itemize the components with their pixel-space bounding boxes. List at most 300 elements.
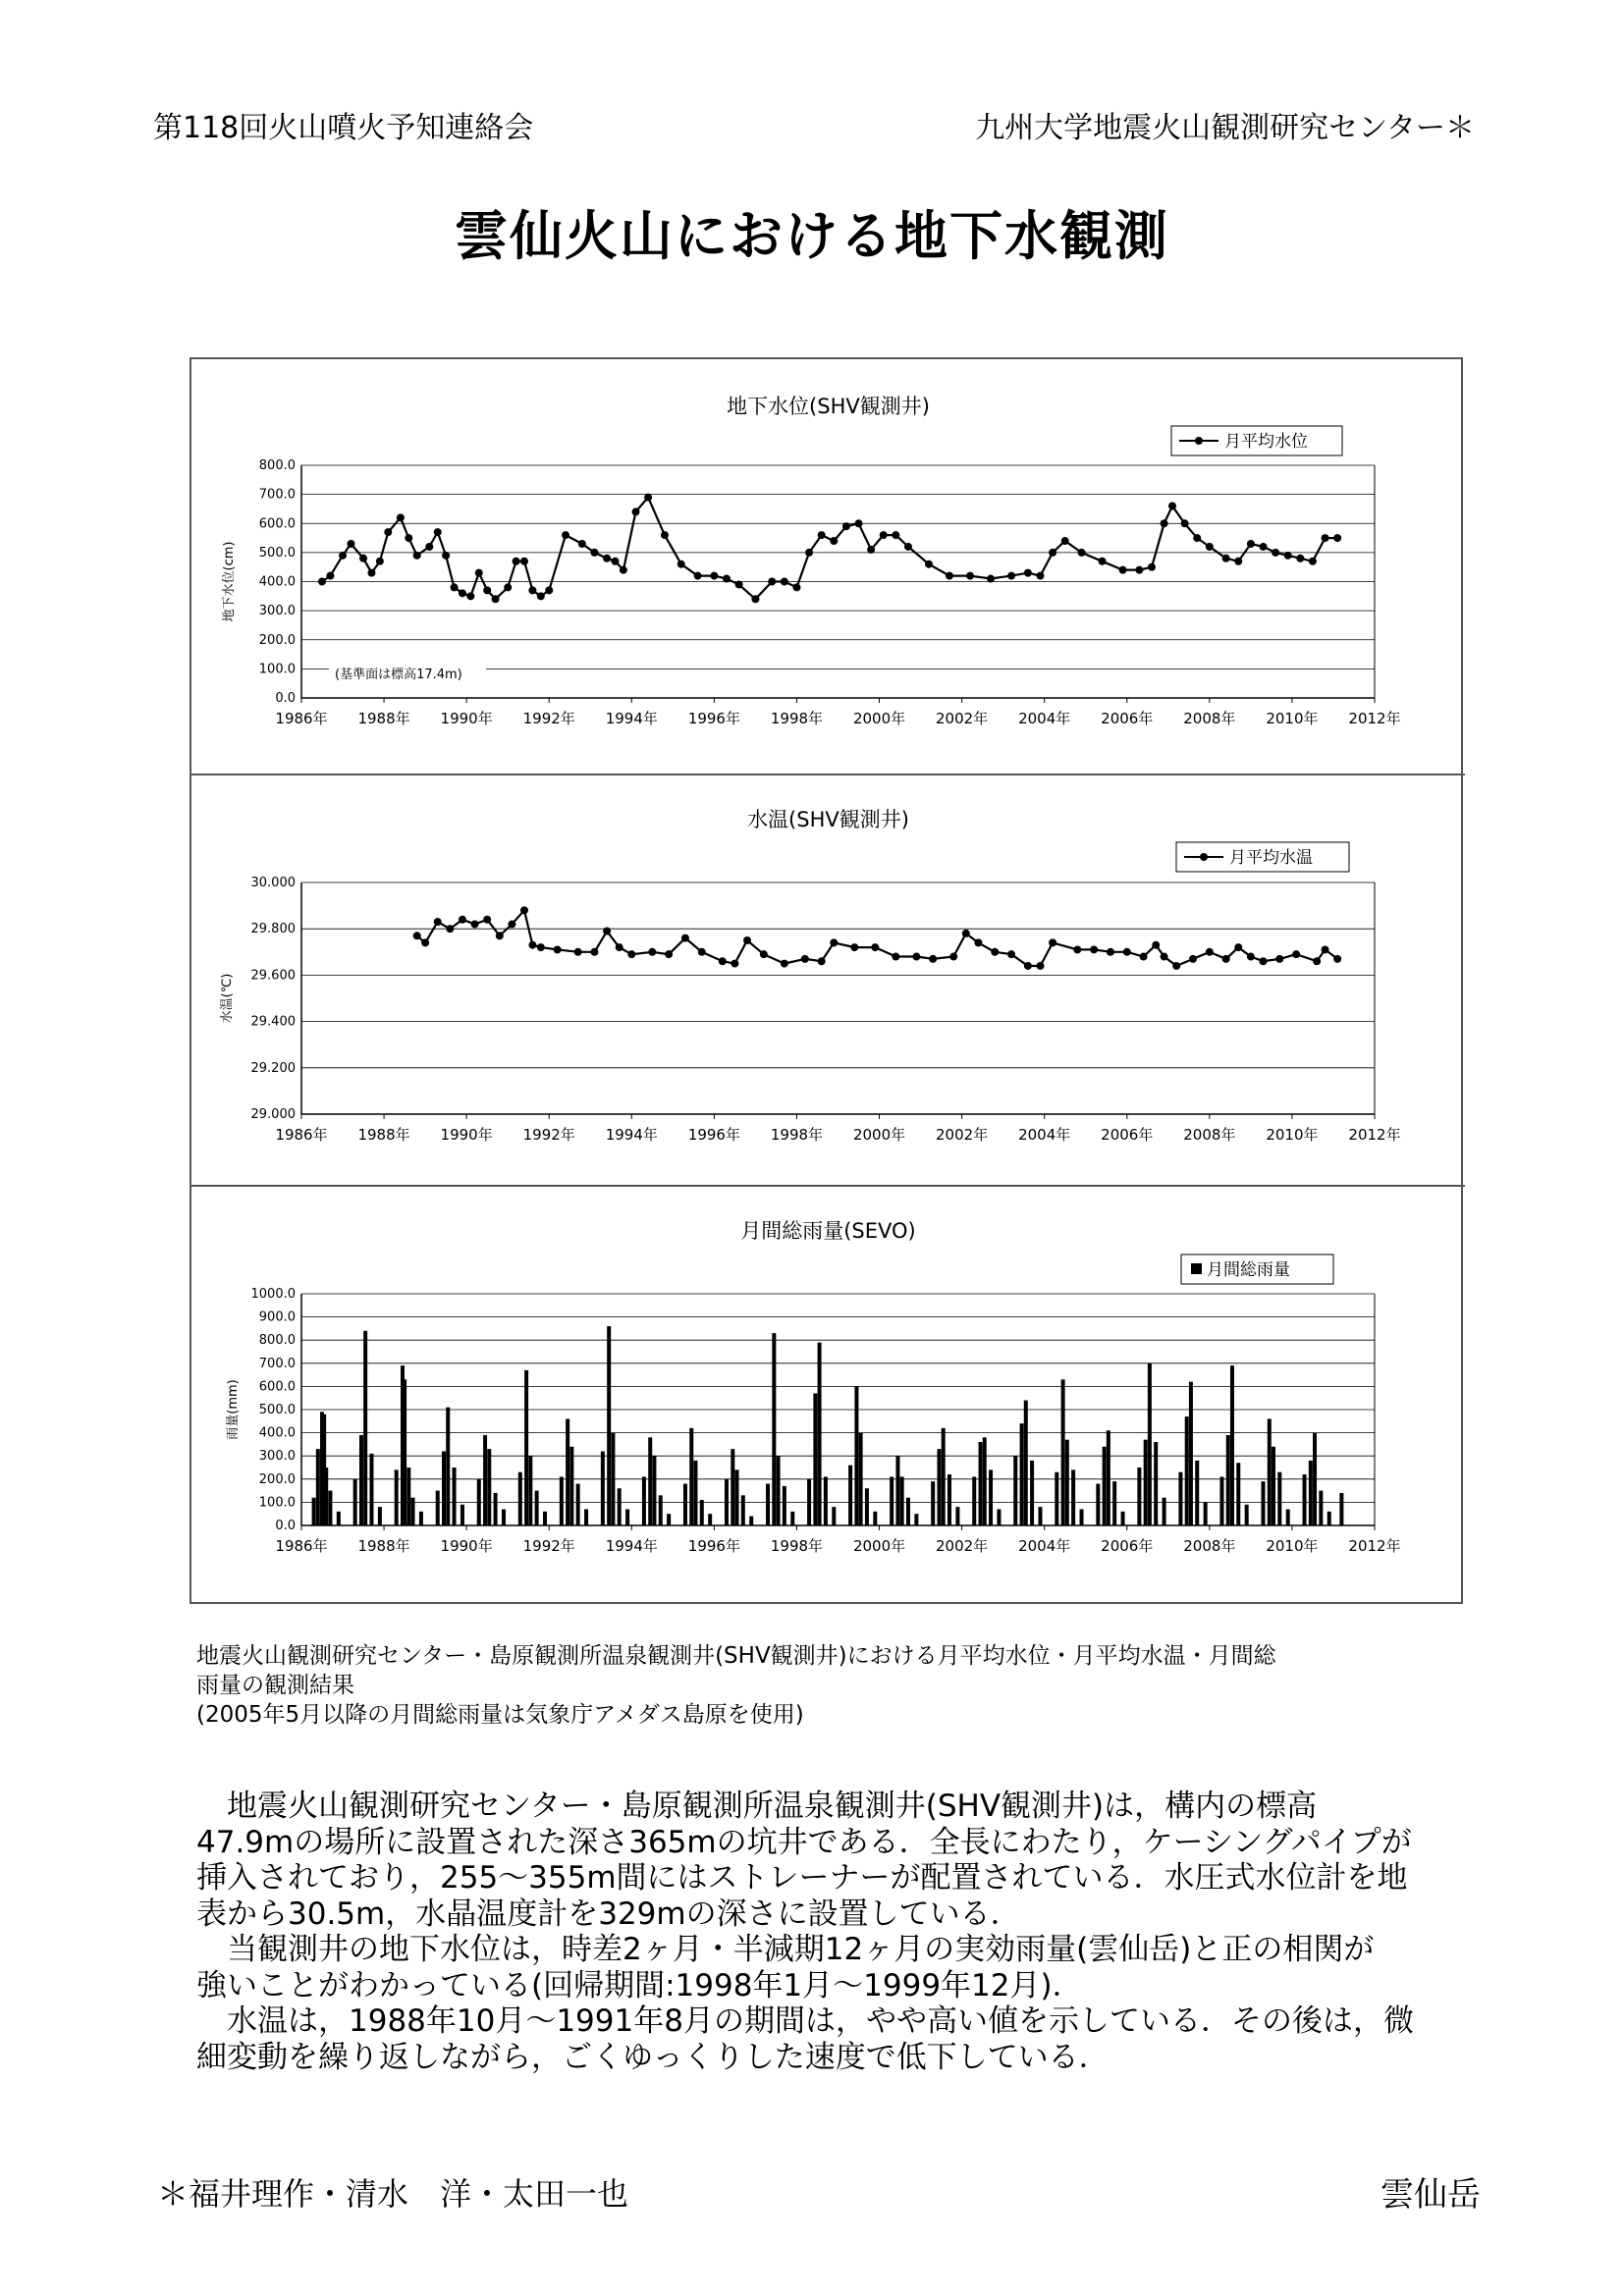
rain-bar: [906, 1498, 910, 1525]
data-point: [471, 920, 479, 928]
data-point: [735, 580, 743, 588]
data-point: [1322, 534, 1329, 542]
data-point: [1333, 955, 1341, 963]
rain-bar: [693, 1461, 697, 1525]
rain-bar: [648, 1437, 652, 1525]
x-tick-label: 2000年: [852, 1537, 906, 1555]
rain-bar: [1195, 1461, 1199, 1525]
data-point: [880, 531, 888, 539]
data-point: [1036, 572, 1044, 580]
x-tick-label: 1996年: [687, 1537, 740, 1555]
rain-bar: [1286, 1509, 1290, 1525]
data-point: [1247, 953, 1255, 961]
x-tick-label: 2008年: [1183, 1126, 1236, 1144]
rain-bar: [535, 1491, 539, 1525]
rain-bar: [1107, 1430, 1110, 1525]
data-point: [483, 586, 491, 594]
data-point: [1206, 948, 1214, 956]
rain-bar: [1277, 1472, 1281, 1525]
data-point: [376, 558, 384, 565]
data-point: [1284, 552, 1292, 560]
rain-bar: [731, 1449, 734, 1525]
data-point: [1272, 549, 1279, 557]
data-point: [1193, 534, 1201, 542]
data-point: [1148, 563, 1156, 571]
rain-bar: [625, 1509, 629, 1525]
data-point: [946, 572, 953, 580]
body-line: 強いことがわかっている(回帰期間:1998年1月～1999年12月)．: [196, 1967, 1083, 2003]
rain-bar: [900, 1476, 904, 1525]
data-point: [425, 543, 433, 551]
y-tick-label: 600.0: [258, 1379, 296, 1395]
data-point: [1061, 537, 1069, 545]
rain-bar: [790, 1512, 794, 1525]
x-tick-label: 1988年: [357, 710, 410, 727]
rain-bar: [1030, 1461, 1034, 1525]
data-point: [504, 583, 512, 591]
data-point: [842, 522, 850, 530]
rain-bar: [1230, 1365, 1234, 1525]
rain-bar: [618, 1488, 622, 1525]
rain-bar: [1080, 1509, 1084, 1525]
rain-bar: [337, 1512, 341, 1525]
y-tick-label: 30.000: [250, 876, 296, 890]
data-point: [1222, 555, 1230, 562]
rain-bar: [1204, 1502, 1208, 1525]
chart-annotation: (基準面は標高17.4m): [335, 667, 462, 682]
x-tick-label: 1992年: [522, 1126, 575, 1144]
data-point: [781, 960, 788, 968]
rain-bar: [725, 1479, 729, 1525]
data-point: [1161, 519, 1168, 527]
x-tick-label: 2000年: [852, 1126, 906, 1144]
y-tick-label: 500.0: [258, 1403, 296, 1417]
rain-bar: [777, 1456, 781, 1525]
y-axis-label: 水温(℃): [220, 973, 235, 1024]
rain-bar: [543, 1512, 547, 1525]
chart-title: 地下水位(SHV観測井): [727, 395, 930, 418]
rain-bar: [997, 1509, 1001, 1525]
y-tick-label: 900.0: [258, 1309, 296, 1325]
rain-bar: [989, 1469, 993, 1525]
data-point: [850, 943, 858, 951]
data-point: [644, 494, 652, 502]
rain-bar: [652, 1456, 656, 1525]
data-point: [537, 592, 545, 600]
rain-bar: [1154, 1442, 1158, 1525]
data-point: [459, 916, 466, 924]
rain-bar: [832, 1507, 836, 1525]
data-point: [792, 583, 800, 591]
data-point: [318, 578, 326, 586]
data-point: [867, 546, 875, 554]
rain-bar: [1096, 1484, 1100, 1525]
data-point: [562, 531, 569, 539]
x-tick-label: 1998年: [770, 710, 824, 727]
x-tick-label: 2002年: [936, 1537, 989, 1555]
caption-line: 雨量の観測結果: [196, 1673, 354, 1698]
data-point: [603, 928, 611, 935]
data-point: [466, 592, 474, 600]
data-point: [359, 555, 367, 562]
data-point: [1036, 962, 1044, 970]
rain-bar: [359, 1435, 363, 1525]
rain-bar: [914, 1514, 918, 1525]
x-tick-label: 2006年: [1101, 710, 1154, 727]
legend-swatch: [1191, 1263, 1202, 1274]
rain-bar: [735, 1469, 739, 1525]
y-axis-label: 地下水位(cm): [222, 541, 237, 622]
x-tick-label: 2008年: [1183, 1537, 1236, 1555]
data-point: [892, 531, 899, 539]
body-line: 細変動を繰り返しながら，ごくゆっくりした速度で低下している．: [196, 2039, 1110, 2075]
x-tick-label: 1990年: [440, 1537, 493, 1555]
rain-bar: [813, 1393, 817, 1525]
data-point: [405, 534, 412, 542]
rain-bar: [955, 1507, 959, 1525]
data-point: [1322, 945, 1329, 953]
rain-bar: [566, 1418, 569, 1525]
x-tick-label: 1986年: [275, 710, 328, 727]
data-point: [496, 932, 504, 939]
data-point: [661, 531, 669, 539]
data-point: [904, 543, 912, 551]
y-tick-label: 29.200: [250, 1060, 296, 1076]
body-line: 表から30.5m，水晶温度計を329mの深さに設置している．: [196, 1896, 1021, 1932]
data-point: [620, 566, 627, 574]
rain-bar: [937, 1449, 941, 1525]
data-point: [719, 957, 727, 965]
legend-marker: [1200, 853, 1208, 861]
data-point: [1292, 950, 1300, 958]
data-point: [892, 953, 899, 961]
data-point: [611, 558, 619, 565]
rain-bar: [403, 1379, 406, 1525]
data-point: [413, 552, 421, 560]
body-line: 47.9mの場所に設置された深さ365mの坑井である．全長にわたり，ケーシングパイプが: [196, 1824, 1412, 1860]
data-point: [830, 537, 838, 545]
data-point: [1049, 549, 1056, 557]
rain-bar: [783, 1486, 786, 1525]
legend-marker: [1195, 437, 1203, 445]
rain-bar: [1065, 1440, 1069, 1525]
body-line: 地震火山観測研究センター・島原観測所温泉観測井(SHV観測井)は，構内の標高: [196, 1789, 1318, 1824]
x-tick-label: 1986年: [275, 1126, 328, 1144]
data-point: [513, 558, 520, 565]
data-point: [520, 558, 528, 565]
rain-bar: [483, 1435, 487, 1525]
data-point: [855, 519, 863, 527]
data-point: [603, 555, 611, 562]
data-point: [1049, 938, 1056, 946]
body-text: [196, 1789, 1492, 2075]
y-tick-label: 1000.0: [250, 1287, 296, 1302]
data-point: [1007, 950, 1015, 958]
rain-bar: [873, 1512, 877, 1525]
y-tick-label: 300.0: [258, 604, 296, 619]
data-point: [681, 934, 689, 942]
data-point: [929, 955, 937, 963]
rain-bar: [931, 1481, 935, 1525]
data-point: [1135, 566, 1143, 574]
rain-bar: [576, 1484, 580, 1525]
data-point: [805, 549, 813, 557]
data-point: [528, 941, 536, 949]
y-tick-label: 29.400: [250, 1014, 296, 1030]
rain-bar: [419, 1512, 423, 1525]
rain-bar: [353, 1479, 357, 1525]
data-point: [1024, 569, 1032, 577]
rain-bar: [524, 1370, 528, 1525]
data-point: [1259, 957, 1267, 965]
rain-bar: [972, 1476, 976, 1525]
data-point: [434, 528, 442, 536]
data-point: [1189, 955, 1197, 963]
data-point: [590, 948, 598, 956]
y-tick-label: 100.0: [258, 662, 296, 677]
y-tick-label: 29.000: [250, 1107, 296, 1122]
data-point: [962, 930, 970, 937]
data-point: [1152, 941, 1160, 949]
rain-bar: [477, 1479, 481, 1525]
x-tick-label: 1988年: [357, 1537, 410, 1555]
rain-bar: [1121, 1512, 1125, 1525]
data-point: [1259, 543, 1267, 551]
data-point: [1161, 953, 1168, 961]
data-point: [830, 938, 838, 946]
rain-bar: [895, 1456, 899, 1525]
rain-bar: [700, 1500, 704, 1525]
rain-bar: [436, 1491, 440, 1525]
rain-bar: [824, 1476, 828, 1525]
rain-bar: [395, 1469, 399, 1525]
rain-bar: [854, 1386, 858, 1525]
data-point: [723, 575, 731, 583]
rain-bar: [659, 1495, 663, 1525]
data-point: [632, 507, 640, 515]
data-point: [751, 595, 759, 603]
chart-title: 水温(SHV観測井): [747, 808, 909, 831]
rain-bar: [1272, 1447, 1275, 1525]
y-tick-label: 200.0: [258, 632, 296, 648]
data-point: [781, 578, 788, 586]
legend-label: 月平均水位: [1224, 432, 1308, 452]
series-line: [322, 498, 1337, 600]
data-point: [347, 540, 354, 548]
x-tick-label: 2012年: [1348, 1537, 1401, 1555]
rain-bar: [1339, 1493, 1343, 1525]
figure-frame: [189, 357, 1463, 1604]
x-tick-label: 1992年: [522, 1537, 575, 1555]
rain-bar: [378, 1507, 382, 1525]
rain-bar: [1268, 1418, 1272, 1525]
data-point: [1275, 955, 1283, 963]
document-title: 雲仙火山における地下水観測: [455, 205, 1169, 267]
rain-bar: [316, 1449, 320, 1525]
x-tick-label: 2002年: [936, 710, 989, 727]
data-point: [520, 906, 528, 914]
x-tick-label: 2004年: [1018, 1537, 1071, 1555]
rain-bar: [1261, 1481, 1265, 1525]
data-point: [367, 569, 375, 577]
rain-bar: [947, 1474, 951, 1525]
data-point: [339, 552, 347, 560]
data-point: [421, 938, 429, 946]
y-tick-label: 700.0: [258, 487, 296, 503]
legend-label: 月間総雨量: [1207, 1260, 1290, 1280]
rain-bar: [983, 1437, 987, 1525]
data-point: [434, 918, 442, 926]
data-point: [925, 561, 933, 568]
data-point: [554, 945, 562, 953]
x-tick-label: 1998年: [770, 1537, 824, 1555]
data-point: [590, 549, 598, 557]
x-tick-label: 1988年: [357, 1126, 410, 1144]
data-point: [1309, 558, 1317, 565]
rain-bar: [560, 1476, 564, 1525]
rain-bar: [766, 1484, 770, 1525]
rain-bar: [1144, 1440, 1148, 1525]
data-point: [949, 953, 957, 961]
y-tick-label: 700.0: [258, 1356, 296, 1371]
rain-bar: [442, 1451, 446, 1525]
rain-bar: [942, 1428, 946, 1525]
data-point: [1234, 943, 1242, 951]
data-point: [1107, 948, 1114, 956]
rain-bar: [890, 1476, 893, 1525]
rain-bar: [818, 1343, 822, 1525]
rain-bar: [1103, 1447, 1107, 1525]
rain-bar: [1071, 1469, 1075, 1525]
data-point: [1181, 519, 1189, 527]
x-tick-label: 2012年: [1348, 710, 1401, 727]
body-line: 当観測井の地下水位は，時差2ヶ月・半減期12ヶ月の実効雨量(雲仙岳)と正の相関が: [196, 1932, 1375, 1967]
rain-bar: [1189, 1382, 1193, 1525]
data-point: [818, 531, 826, 539]
rain-bar: [1055, 1472, 1058, 1525]
rain-bar: [1024, 1401, 1028, 1525]
x-tick-label: 2006年: [1101, 1126, 1154, 1144]
data-point: [912, 953, 920, 961]
chart-title: 月間総雨量(SEVO): [740, 1219, 916, 1243]
rain-bar: [1112, 1481, 1116, 1525]
data-point: [459, 589, 466, 597]
rain-bar: [1038, 1507, 1042, 1525]
data-point: [616, 943, 623, 951]
body-line: 挿入されており，255～355m間にはストレーナーが配置されている．水圧式水位計を地: [196, 1860, 1408, 1896]
data-point: [698, 948, 706, 956]
rain-bar: [1236, 1463, 1240, 1525]
x-tick-label: 2004年: [1018, 710, 1071, 727]
data-point: [1078, 549, 1086, 557]
x-tick-label: 2002年: [936, 1126, 989, 1144]
x-tick-label: 1990年: [440, 1126, 493, 1144]
data-point: [1206, 543, 1214, 551]
x-tick-label: 1986年: [275, 1537, 328, 1555]
x-tick-label: 2008年: [1183, 710, 1236, 727]
figure-charts: [191, 359, 1465, 1606]
data-point: [326, 572, 334, 580]
data-point: [818, 957, 826, 965]
y-tick-label: 100.0: [258, 1495, 296, 1511]
rain-bar: [1303, 1474, 1307, 1525]
series-line: [417, 910, 1337, 966]
rain-bar: [1013, 1456, 1017, 1525]
rain-bar: [741, 1495, 745, 1525]
data-point: [1140, 953, 1148, 961]
rain-bar: [369, 1454, 373, 1525]
data-point: [528, 586, 536, 594]
x-tick-label: 1996年: [687, 710, 740, 727]
data-point: [508, 920, 515, 928]
rain-bar: [607, 1326, 611, 1525]
x-tick-label: 1994年: [605, 1126, 658, 1144]
header-right: 九州大学地震火山観測研究センター＊: [975, 111, 1475, 145]
y-tick-label: 200.0: [258, 1471, 296, 1487]
rain-bar: [528, 1456, 532, 1525]
x-tick-label: 1992年: [522, 710, 575, 727]
data-point: [710, 572, 718, 580]
data-point: [578, 540, 586, 548]
data-point: [801, 955, 809, 963]
rain-bar: [1245, 1505, 1249, 1525]
x-tick-label: 2006年: [1101, 1537, 1154, 1555]
rain-bar: [1309, 1461, 1313, 1525]
rain-bar: [1148, 1363, 1152, 1525]
data-point: [451, 583, 459, 591]
y-axis-label: 雨量(mm): [226, 1379, 241, 1440]
x-tick-label: 2010年: [1266, 1126, 1319, 1144]
rain-bar: [1319, 1491, 1323, 1525]
rain-bar: [328, 1491, 332, 1525]
y-tick-label: 0.0: [275, 1519, 296, 1533]
rain-bar: [848, 1466, 852, 1525]
rain-bar: [1061, 1379, 1065, 1525]
data-point: [1234, 558, 1242, 565]
rain-bar: [642, 1476, 646, 1525]
rain-bar: [749, 1517, 753, 1525]
rain-bar: [584, 1509, 588, 1525]
data-point: [627, 950, 635, 958]
data-point: [384, 528, 392, 536]
x-tick-label: 1994年: [605, 1537, 658, 1555]
data-point: [1247, 540, 1255, 548]
data-point: [1172, 962, 1180, 970]
rain-bar: [363, 1331, 367, 1525]
data-point: [677, 561, 685, 568]
rain-bar: [1327, 1512, 1331, 1525]
x-tick-label: 2012年: [1348, 1126, 1401, 1144]
rain-bar: [406, 1468, 410, 1525]
rain-bar: [683, 1484, 687, 1525]
data-point: [760, 950, 768, 958]
rain-bar: [502, 1509, 506, 1525]
data-point: [1119, 566, 1127, 574]
body-line: 水温は，1988年10月～1991年8月の期間は，やや高い値を示している．その後は，微: [196, 2003, 1414, 2039]
data-point: [1007, 572, 1015, 580]
rain-bar: [667, 1514, 671, 1525]
data-point: [1123, 948, 1131, 956]
data-point: [1313, 957, 1321, 965]
rain-bar: [859, 1433, 863, 1525]
x-tick-label: 1990年: [440, 710, 493, 727]
rain-bar: [446, 1408, 450, 1525]
data-point: [1333, 534, 1341, 542]
x-tick-label: 1998年: [770, 1126, 824, 1144]
data-point: [442, 552, 450, 560]
y-tick-label: 29.800: [250, 922, 296, 937]
y-tick-label: 800.0: [258, 1333, 296, 1349]
